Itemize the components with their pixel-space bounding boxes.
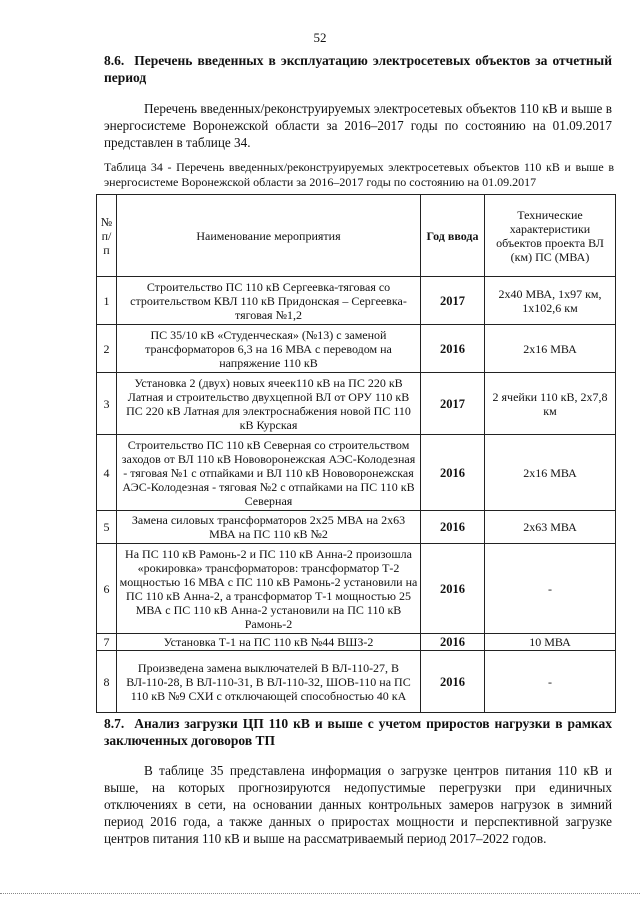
- header-name: Наименование мероприятия: [117, 195, 421, 277]
- section-8-7-number: 8.7.: [104, 716, 125, 731]
- row-num: 8: [97, 651, 117, 713]
- header-tech: Технические характеристики объектов проекта ВЛ (км) ПС (МВА): [485, 195, 616, 277]
- row-num: 1: [97, 277, 117, 325]
- row-tech: 10 МВА: [485, 634, 616, 651]
- header-year: Год ввода: [421, 195, 485, 277]
- row-year: 2017: [421, 373, 485, 435]
- section-8-7-paragraph: В таблице 35 представлена информация о загрузке центров питания 110 кВ и выше, на которых прогнозируются недопустимые перегрузки при единичных отключениях в сети, на основании данных контрольных замеров нагрузок в зимний период 2016 года, а также данных о приростах мощности и перспективной загрузке центров питания 110 кВ и выше на рассматриваемый период 2017–2022 годов.: [104, 763, 612, 846]
- row-year: 2017: [421, 277, 485, 325]
- table-row: [97, 544, 616, 634]
- section-8-7-heading: [104, 715, 612, 749]
- section-8-6-paragraph: Перечень введенных/реконструируемых электросетевых объектов 110 кВ и выше в энергосистеме Воронежской области за 2016–2017 годы по состоянию на 01.09.2017 представлен в таблице 34.: [104, 101, 612, 150]
- section-8-6-number: 8.6.: [104, 53, 125, 68]
- row-year: 2016: [421, 634, 485, 651]
- table-34: [96, 194, 616, 713]
- row-num: 4: [97, 435, 117, 511]
- table-row: [97, 651, 616, 713]
- row-num: 3: [97, 373, 117, 435]
- page-number: 52: [313, 30, 327, 45]
- section-8-7-title: Анализ загрузки ЦП 110 кВ и выше с учетом приростов нагрузки в рамках заключенных договоров ТП: [104, 716, 612, 748]
- row-tech: 2х16 МВА: [485, 325, 616, 373]
- table-row: [97, 511, 616, 544]
- row-year: 2016: [421, 511, 485, 544]
- row-tech: 2х63 МВА: [485, 511, 616, 544]
- row-name: Строительство ПС 110 кВ Сергеевка-тяговая со строительством КВЛ 110 кВ Придонская – Сергеевка-тяговая №1,2: [117, 277, 421, 325]
- row-name: Строительство ПС 110 кВ Северная со строительством заходов от ВЛ 110 кВ Нововоронежская АЭС-Колодезная - тяговая №1 с отпайками и ВЛ 110 кВ Нововоронежская АЭС-Колодезная - тяговая №2 с отпайками на ПС 110 кВ Северная: [117, 435, 421, 511]
- table-row: [97, 325, 616, 373]
- row-num: 7: [97, 634, 117, 651]
- header-num: № п/п: [97, 195, 117, 277]
- row-year: 2016: [421, 544, 485, 634]
- section-8-6-title: Перечень введенных в эксплуатацию электросетевых объектов за отчетный период: [104, 53, 612, 85]
- row-name: На ПС 110 кВ Рамонь-2 и ПС 110 кВ Анна-2 произошла «рокировка» трансформаторов: трансформатор Т-2 мощностью 16 МВА с ПС 110 кВ Рамонь-2 установили на ПС 110 кВ Анна-2, а трансформатор Т-1 мощностью 25 МВА с ПС 110 кВ Анна-2 установили на ПС 110 кВ Рамонь-2: [117, 544, 421, 634]
- table-row: [97, 373, 616, 435]
- table-row: [97, 277, 616, 325]
- row-tech: -: [485, 651, 616, 713]
- row-year: 2016: [421, 435, 485, 511]
- row-name: Произведена замена выключателей В ВЛ-110-27, В ВЛ-110-28, В ВЛ-110-31, В ВЛ-110-32, ШОВ-110 на ПС 110 кВ №9 СХИ с отключающей способностью 40 кА: [117, 651, 421, 713]
- row-num: 2: [97, 325, 117, 373]
- row-year: 2016: [421, 325, 485, 373]
- row-name: Установка 2 (двух) новых ячеек110 кВ на ПС 220 кВ Латная и строительство двухцепной ВЛ от ОРУ 110 кВ ПС 220 кВ Латная для электроснабжения новой ПС 110 кВ Курская: [117, 373, 421, 435]
- row-tech: 2х16 МВА: [485, 435, 616, 511]
- row-tech: -: [485, 544, 616, 634]
- page-footer-line: [0, 893, 640, 894]
- table-header-row: [97, 195, 616, 277]
- row-num: 6: [97, 544, 117, 634]
- row-tech: 2х40 МВА, 1х97 км, 1х102,6 км: [485, 277, 616, 325]
- row-name: Замена силовых трансформаторов 2х25 МВА на 2х63 МВА на ПС 110 кВ №2: [117, 511, 421, 544]
- row-num: 5: [97, 511, 117, 544]
- table-row: [97, 435, 616, 511]
- row-year: 2016: [421, 651, 485, 713]
- table-row: [97, 634, 616, 651]
- table-34-caption: Таблица 34 - Перечень введенных/реконструируемых электросетевых объектов 110 кВ и выше в энергосистеме Воронежской области за 2016–2017 годы по состоянию на 01.09.2017: [104, 160, 614, 189]
- row-name: ПС 35/10 кВ «Студенческая» (№13) с заменой трансформаторов 6,3 на 16 МВА с переводом на напряжение 110 кВ: [117, 325, 421, 373]
- row-name: Установка Т-1 на ПС 110 кВ №44 ВШЗ-2: [117, 634, 421, 651]
- section-8-6-heading: [104, 52, 612, 86]
- row-tech: 2 ячейки 110 кВ, 2х7,8 км: [485, 373, 616, 435]
